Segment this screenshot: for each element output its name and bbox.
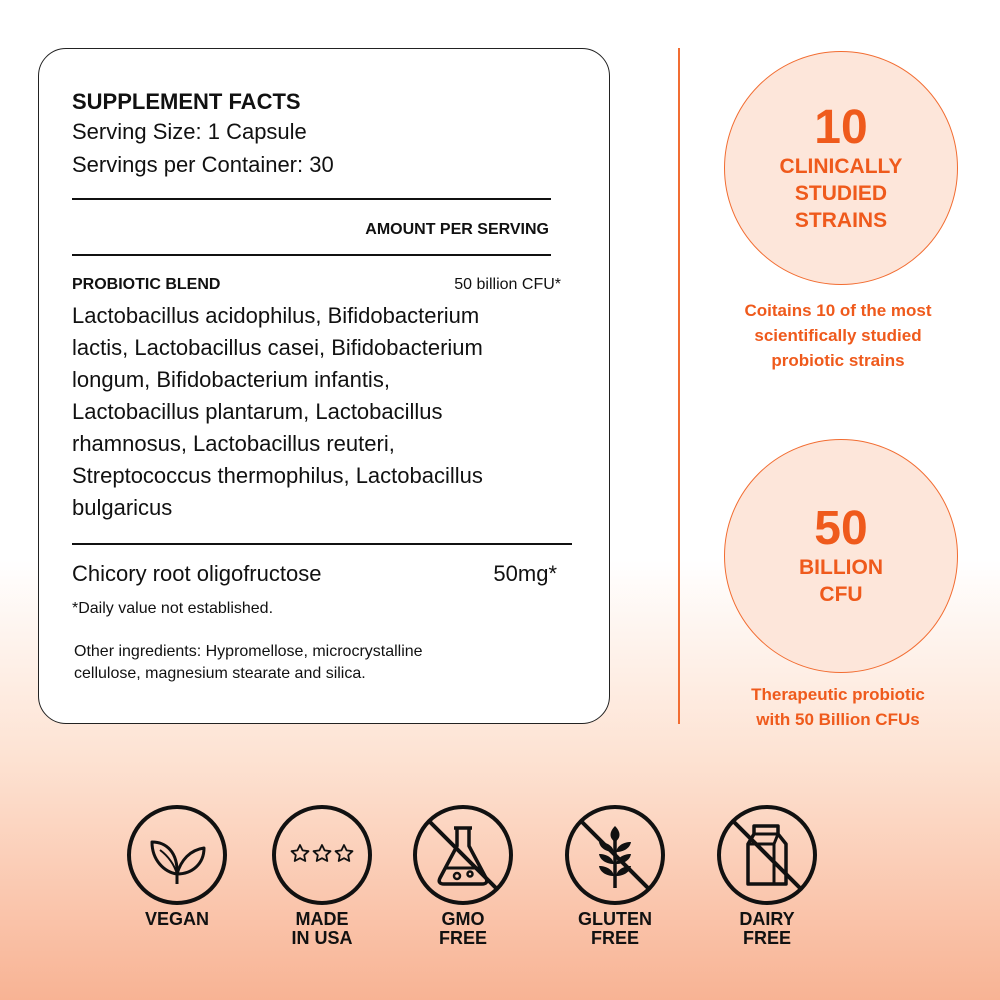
other-ingredients	[74, 641, 423, 685]
strains-label-line: STRAINS	[794, 208, 888, 232]
cfu-caption-line: Therapeutic probiotic	[751, 685, 925, 704]
facts-title: SUPPLEMENT FACTS	[72, 89, 301, 114]
cfu-label-line: BILLION	[799, 556, 883, 579]
strain-line: bulgaricus	[72, 495, 173, 520]
chicory-ingredient-name: Chicory root oligofructose	[72, 561, 322, 586]
gluten-free-label: GLUTEN FREE	[578, 909, 652, 948]
dairy-free-label: DAIRY FREE	[739, 909, 795, 948]
strains-label-line: CLINICALLY	[779, 154, 903, 178]
stars-icon	[271, 804, 373, 906]
cfu-label-line: CFU	[819, 583, 863, 606]
divider-rule	[72, 198, 551, 200]
divider-rule	[72, 254, 551, 256]
cfu-count: 50	[814, 502, 868, 555]
strain-line: longum, Bifidobacterium infantis,	[72, 367, 390, 392]
vegan-leaf-icon	[126, 804, 228, 906]
cfu-caption-line: with 50 Billion CFUs	[756, 710, 920, 729]
strains-caption	[698, 298, 978, 373]
strains-label-line: STUDIED	[794, 181, 888, 205]
no-gmo-flask-icon	[412, 804, 514, 906]
strains-caption-line: probiotic strains	[771, 351, 905, 370]
probiotic-blend-name: PROBIOTIC BLEND	[72, 276, 221, 293]
gmo-free-label: GMO FREE	[438, 909, 487, 948]
no-gluten-wheat-icon	[564, 804, 666, 906]
supplement-facts-panel	[38, 48, 610, 724]
vegan-label: VEGAN	[144, 909, 209, 929]
daily-value-note: *Daily value not established.	[72, 600, 274, 617]
servings-per-container: Servings per Container: 30	[72, 152, 334, 177]
other-ingredients-line: cellulose, magnesium stearate and silica.	[74, 665, 366, 682]
probiotic-blend-amount: 50 billion CFU*	[454, 276, 561, 293]
other-ingredients-line: Other ingredients: Hypromellose, microcrystalline	[74, 643, 423, 660]
strains-caption-line: scientifically studied	[754, 326, 922, 345]
chicory-ingredient-amount: 50mg*	[493, 561, 557, 586]
made-in-usa-label: MADE IN USA	[291, 909, 353, 948]
cfu-highlight-circle	[724, 439, 958, 673]
strain-line: lactis, Lactobacillus casei, Bifidobacterium	[72, 335, 483, 360]
no-dairy-milk-carton-icon	[716, 804, 818, 906]
amount-per-serving-header: AMOUNT PER SERVING	[365, 221, 549, 238]
serving-size: Serving Size: 1 Capsule	[72, 119, 307, 144]
strains-highlight-circle	[724, 51, 958, 285]
strain-line: Lactobacillus plantarum, Lactobacillus	[72, 399, 443, 424]
strain-line: Lactobacillus acidophilus, Bifidobacterium	[72, 303, 480, 328]
strain-line: Streptococcus thermophilus, Lactobacillus	[72, 463, 483, 488]
strain-list	[72, 300, 483, 524]
divider-rule	[72, 543, 572, 545]
strains-caption-line: Coitains 10 of the most	[744, 301, 932, 320]
strains-count: 10	[814, 100, 868, 154]
cfu-caption	[698, 682, 978, 732]
vertical-divider	[678, 48, 680, 724]
strain-line: rhamnosus, Lactobacillus reuteri,	[72, 431, 395, 456]
